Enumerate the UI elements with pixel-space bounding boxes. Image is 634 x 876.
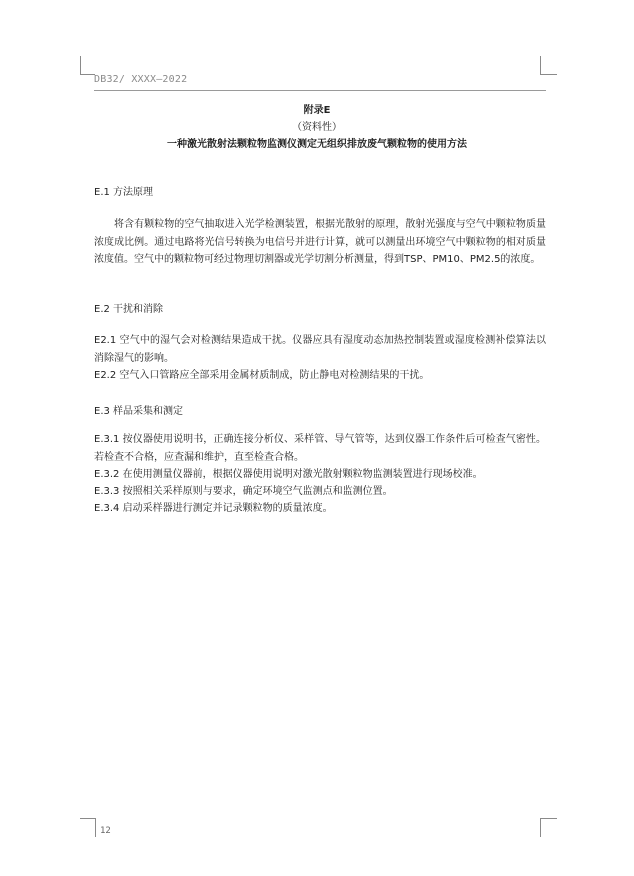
section-e3-title: E.3 样品采集和测定 bbox=[94, 406, 184, 417]
clause-e3-1: E.3.1 按仪器使用说明书，正确连接分析仪、采样管、导气管等，达到仪器工作条件后可检查气密性。若检查不合格，应查漏和维护，直至检查合格。 bbox=[94, 434, 546, 463]
header-rule bbox=[94, 90, 546, 91]
annex-subtitle: 一种激光散射法颗粒物监测仪测定无组织排放废气颗粒物的使用方法 bbox=[167, 139, 467, 150]
annex-title: 附录E bbox=[303, 105, 331, 116]
section-e1-title: E.1 方法原理 bbox=[94, 187, 154, 198]
section-e1-body: 将含有颗粒物的空气抽取进入光学检测装置，根据光散射的原理，散射光强度与空气中颗粒物质量浓度成比例。通过电路将光信号转换为电信号并进行计算，就可以测量出环境空气中颗粒物的相对质量浓度值。空气中的颗粒物可经过物理切割器或光学切割分析测量，得到TSP、PM10、PM2.5的浓度。 bbox=[94, 219, 546, 265]
standard-code: DB32/ XXXX—2022 bbox=[94, 74, 188, 85]
clause-e3-4: E.3.4 启动采样器进行测定并记录颗粒物的质量浓度。 bbox=[94, 503, 333, 514]
clause-e2-1: E2.1 空气中的湿气会对检测结果造成干扰。仪器应具有湿度动态加热控制装置或湿度检测补偿算法以消除湿气的影响。 bbox=[94, 335, 546, 364]
clause-e3-3: E.3.3 按照相关采样原则与要求，确定环境空气监测点和监测位置。 bbox=[94, 486, 393, 497]
annex-nature: （资料性） bbox=[292, 122, 342, 133]
section-e2-title: E.2 干扰和消除 bbox=[94, 304, 164, 315]
page-number: 12 bbox=[100, 826, 111, 836]
clause-e2-2: E2.2 空气入口管路应全部采用金属材质制成，防止静电对检测结果的干扰。 bbox=[94, 370, 430, 381]
clause-e3-2: E.3.2 在使用测量仪器前，根据仪器使用说明对激光散射颗粒物监测装置进行现场校准。 bbox=[94, 469, 483, 480]
